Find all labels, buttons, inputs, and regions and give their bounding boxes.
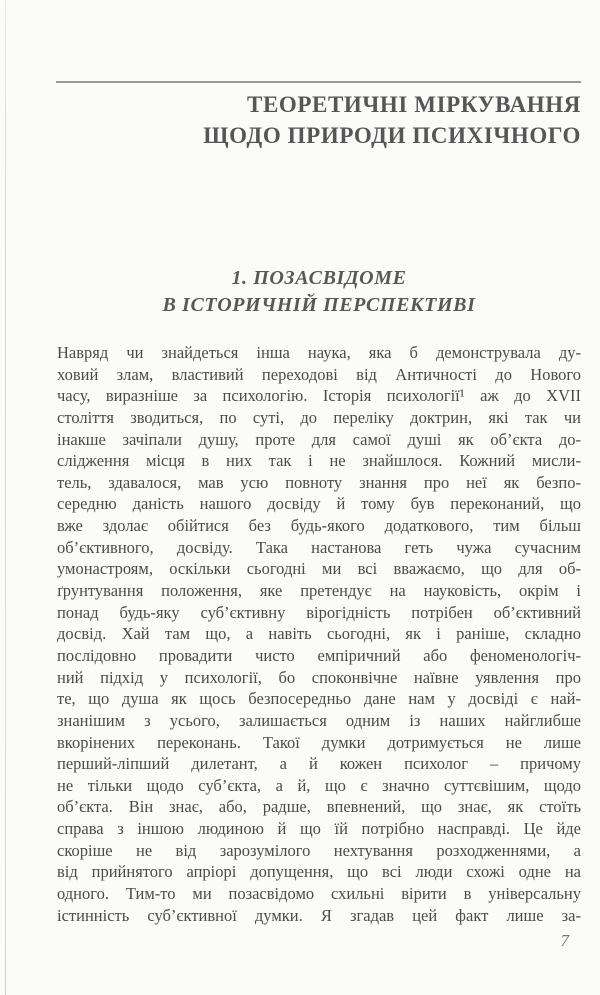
body-text-line: те, що душа як щось безпосередньо дане нам у досвіді є най- — [57, 689, 581, 709]
body-text-line: понад будь-яку суб’єктивну вірогідність потрібен об’єктивний — [57, 602, 581, 622]
body-text-line: ховий злам, властивий переходові від Античності до Нового — [57, 364, 581, 384]
section-heading-line-2: В ІСТОРИЧНІЙ ПЕРСПЕКТИВІ — [162, 294, 476, 316]
section-heading — [57, 265, 581, 319]
scan-edge-line — [5, 0, 6, 995]
header-rule — [56, 81, 581, 83]
body-text-line: одного. Тим-то ми позасвідомо схильні вірити в універсальну — [57, 884, 581, 904]
section-heading-line-1: 1. ПОЗАСВІДОМЕ — [231, 267, 407, 289]
body-text-line: ґрунтування положення, яке претендує на науковість, окрім і — [57, 581, 581, 601]
body-text-line: ний підхід у психології, бо споконвічне наївне уявлення про — [57, 667, 581, 687]
body-text-line: вже здолає обійтися без будь-якого додаткового, тим більш — [57, 516, 581, 536]
body-text-line: скоріше не від зарозумілого нехтування розходженнями, а — [57, 840, 581, 860]
body-text-line: істинність суб’єктивної думки. Я згадав цей факт лише за- — [57, 905, 581, 925]
body-text-line: знанішим з усього, залишається одним із наших найглибше — [57, 710, 581, 730]
chapter-title-line-1: ТЕОРЕТИЧНІ МІРКУВАННЯ — [247, 92, 581, 117]
chapter-title — [57, 89, 581, 151]
body-text-line: справа з іншою людиною й що їй потрібно насправді. Це йде — [57, 819, 581, 839]
body-text-line: об’єктивного, досвіду. Така настанова геть чужа сучасним — [57, 537, 581, 557]
body-text-line: від прийнятого апріорі допущення, що всі люди схожі одне на — [57, 862, 581, 882]
body-text-line: об’єкта. Він знає, або, радше, впевнений, що знає, як стоїть — [57, 797, 581, 817]
chapter-title-line-2: ЩОДО ПРИРОДИ ПСИХІЧНОГО — [203, 123, 581, 148]
body-text-line: Навряд чи знайдеться інша наука, яка б демонструвала ду- — [57, 343, 581, 362]
body-text-line: часу, виразніше за психологію. Історія психології¹ аж до XVII — [57, 386, 581, 406]
body-text-line: інакше зачіпали душу, проте для самої душі як об’єкта до- — [57, 429, 581, 449]
body-text-line: вкорінених переконань. Такої думки дотримується не лише — [57, 732, 581, 752]
body-paragraph — [57, 342, 581, 926]
body-text-line: тель, здавалося, мав усю повноту знання про неї як безпо- — [57, 472, 581, 492]
body-text-line: середню даність нашого досвіду й тому був переконаний, що — [57, 494, 581, 514]
body-text-line: досвід. Хай там що, а навіть сьогодні, як і раніше, складно — [57, 624, 581, 644]
body-text-line: століття зводиться, по суті, до переліку доктрин, які так чи — [57, 407, 581, 427]
body-text-line: послідовно провадити чисто емпіричний або феноменологіч- — [57, 645, 581, 665]
body-text-line: не тільки щодо суб’єкта, а й, що є значно суттєвішим, щодо — [57, 775, 581, 795]
body-text-line: слідження місця в них так і не знайшлося. Кожний мисли- — [57, 451, 581, 471]
body-text-line: перший-ліпший дилетант, а й кожен психолог – причому — [57, 754, 581, 774]
page-number: 7 — [560, 931, 569, 950]
body-text-line: умонастроям, оскільки сьогодні ми всі вважаємо, що для об- — [57, 559, 581, 579]
